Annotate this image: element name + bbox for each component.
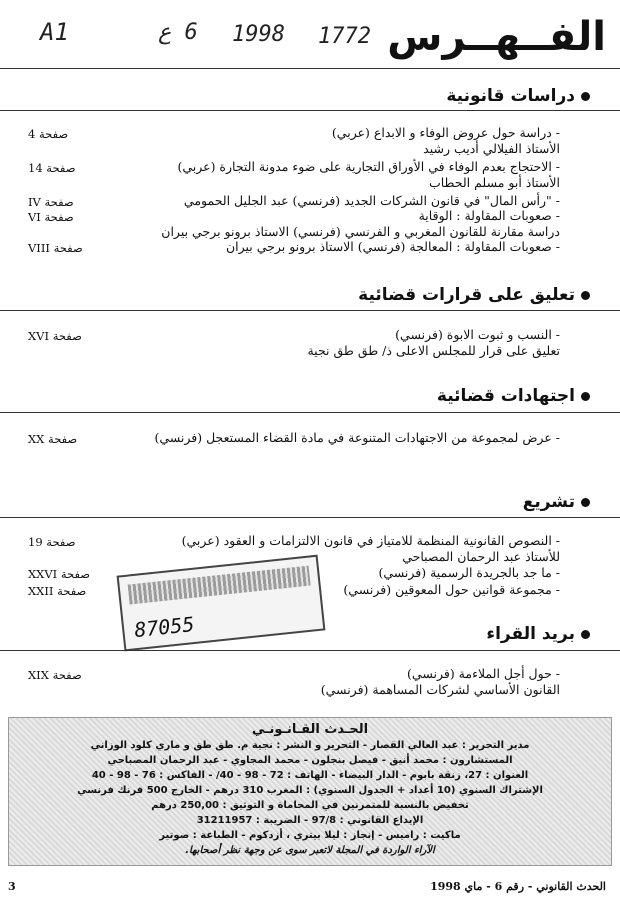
masthead-line: تخفيض بالنسبة للمتمرنين في المحاماة و التوثيق : 250,00 درهم	[151, 800, 469, 811]
toc-line: - الاحتجاج بعدم الوفاء في الأوراق التجارية على ضوء مدونة التجارة (عربي)	[177, 159, 560, 174]
section-divider	[0, 650, 620, 651]
toc-line: - عرض لمجموعة من الاجتهادات المتنوعة في مادة القضاء المستعجل (فرنسي)	[154, 430, 560, 445]
bullet-icon	[581, 392, 590, 401]
toc-page-ref: صفحة XXVI	[28, 567, 91, 581]
footer-page-number: 3	[8, 880, 16, 893]
section-title-readers-mail: بريد القراء	[486, 624, 590, 644]
header-divider	[0, 68, 620, 69]
masthead-line: الإشتراك السنوي (10 أعداد + الجدول السنوي) : المغرب 310 درهم - الخارج 500 فرنك فرنسي	[77, 785, 543, 796]
masthead-line: مدير التحرير : عبد العالي القصار - التحرير و النشر : نجية م. طق طق و ماري كلود الوزاني	[90, 740, 530, 751]
toc-page-ref: صفحة XIX	[28, 668, 82, 682]
toc-page-ref: صفحة IV	[28, 195, 74, 209]
page-title: الفــهــرس	[387, 14, 606, 60]
section-divider	[0, 110, 620, 111]
section-divider	[0, 412, 620, 413]
handwritten-year: 1998	[232, 22, 285, 47]
toc-line: - صعوبات المقاولة : المعالجة (فرنسي) الاستاذ برونو برجي بيران	[225, 239, 560, 254]
section-divider	[0, 310, 620, 311]
toc-line: الأستاذ الفيلالي أديب رشيد	[423, 141, 560, 156]
masthead-line: المستشارون : محمد أنيق - فيصل بنجلون - محمد المجاوي - عبد الرحمان المصباحي	[107, 755, 513, 766]
toc-page-ref: صفحة VIII	[28, 241, 83, 255]
library-stamp	[117, 555, 326, 652]
section-divider	[0, 517, 620, 518]
bullet-icon	[581, 92, 590, 101]
toc-line: - ما جد بالجريدة الرسمية (فرنسي)	[378, 565, 560, 580]
handwritten-code: A1	[40, 18, 69, 46]
stamp-text-block	[128, 566, 311, 605]
section-title-jurisprudence: اجتهادات قضائية	[437, 386, 590, 406]
toc-line: - النسب و ثبوت الابوة (فرنسي)	[395, 327, 560, 342]
toc-page-ref: صفحة VI	[28, 210, 74, 224]
toc-page-ref: صفحة 19	[28, 535, 76, 549]
toc-line: - النصوص القانونية المنظمة للامتياز في قانون الالتزامات و العقود (عربي)	[181, 533, 560, 548]
masthead-line: العنوان : 27، زنقة بابوم - الدار البيضاء - الهاتف : 72 - 98 - 40/ - الفاكس : 76 - 98 - 40	[91, 770, 529, 781]
toc-line: تعليق على قرار للمجلس الاعلى ذ/ طق طق نجية	[307, 343, 560, 358]
toc-line: - صعوبات المقاولة : الوقاية	[418, 208, 560, 223]
handwritten-issue: 6 ع	[158, 20, 198, 45]
masthead-line: ماكيت : راميس - إنجاز : ليلا بيتري ، أزدكوم - الطباعة : صوتير	[159, 830, 461, 841]
toc-page-ref: صفحة XXII	[28, 584, 87, 598]
footer-journal-info: الحدث القانوني - رقم 6 - ماي 1998	[430, 880, 606, 893]
masthead-line: الإيداع القانوني : 97/8 - الضريبة : 31211957	[196, 815, 424, 826]
toc-line: دراسة مقارنة للقانون المغربي و الفرنسي (فرنسي) الاستاذ برونو برجي بيران	[161, 224, 560, 239]
bullet-icon	[581, 498, 590, 507]
section-title-legislation: تشريع	[523, 492, 590, 512]
toc-page-ref: صفحة 14	[28, 161, 76, 175]
section-title-case-commentary: تعليق على قرارات قضائية	[358, 285, 590, 305]
bullet-icon	[581, 291, 590, 300]
bullet-icon	[581, 630, 590, 639]
toc-page-ref: صفحة XVI	[28, 329, 82, 343]
toc-page-ref: صفحة 4	[28, 127, 69, 141]
toc-line: - "رأس المال" في قانون الشركات الجديد (فرنسي) عبد الجليل الحمومي	[183, 193, 560, 208]
masthead-line: الآراء الواردة في المجلة لاتعبر سوى عن وجهة نظر أصحابها.	[185, 845, 435, 856]
toc-line: - مجموعة قوانين حول المعوقين (فرنسي)	[343, 582, 560, 597]
stamp-number: 87055	[133, 611, 196, 643]
toc-line: - حول أجل الملاءمة (فرنسي)	[407, 666, 560, 681]
masthead-name: الحـدث القـانـونـي	[251, 722, 369, 737]
toc-line: للأستاذ عبد الرحمان المصباحي	[402, 549, 560, 564]
handwritten-number: 1772	[318, 24, 371, 49]
toc-line: - دراسة حول عروض الوفاء و الابداع (عربي)	[331, 125, 560, 140]
toc-line: الأستاذ أبو مسلم الحطاب	[428, 175, 560, 190]
masthead-box	[8, 717, 612, 866]
section-title-legal-studies: دراسات قانونية	[446, 86, 590, 106]
toc-page-ref: صفحة XX	[28, 432, 78, 446]
toc-line: القانون الأساسي لشركات المساهمة (فرنسي)	[320, 682, 560, 697]
